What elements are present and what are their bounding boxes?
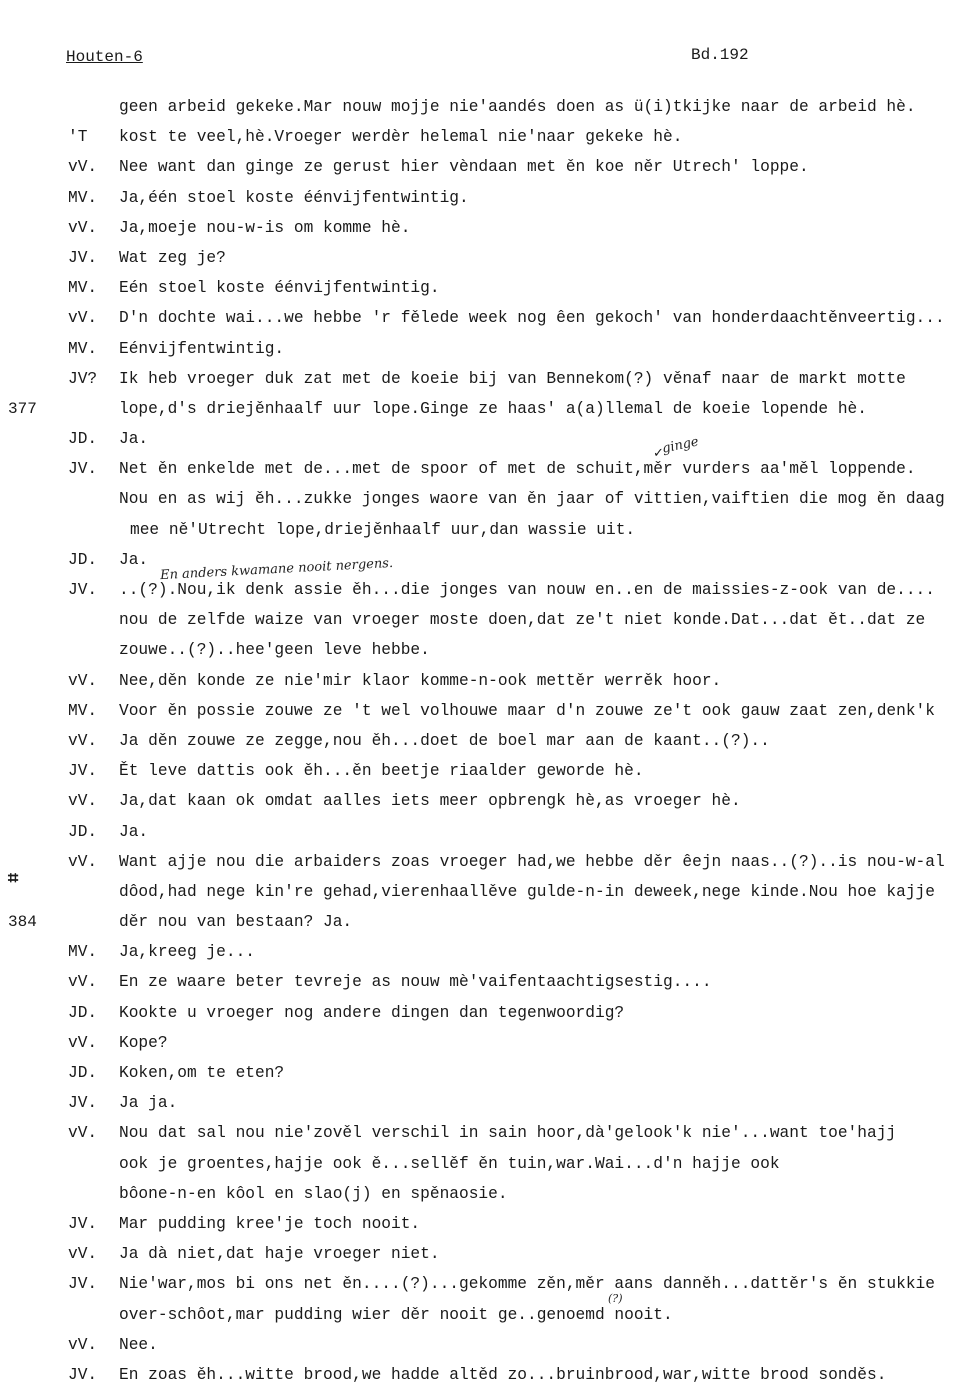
line-text: Kookte u vroeger nog andere dingen dan tegenwoordig? — [119, 1003, 625, 1022]
transcript-line — [0, 545, 979, 575]
transcript-line — [0, 907, 979, 937]
transcript-line — [0, 1300, 979, 1330]
transcript-line — [0, 1269, 979, 1299]
transcript-line — [0, 273, 979, 303]
transcript-line — [0, 877, 979, 907]
margin-reference-number: 377 — [8, 399, 37, 418]
handwritten-question: (?) — [608, 1292, 623, 1305]
line-text: Ja,kreeg je... — [119, 943, 255, 962]
header-tape-number: Bd.192 — [691, 46, 749, 64]
transcript-line — [0, 213, 979, 243]
speaker-label: MV. — [68, 188, 98, 207]
line-text: Nou dat sal nou nie'zověl verschil in sain hoor,dà'gelook'k nie'...want toe'hajj — [119, 1124, 897, 1143]
transcript-line — [0, 92, 979, 122]
speaker-label: JV. — [68, 248, 98, 267]
speaker-label: MV. — [68, 339, 98, 358]
line-text: En ze waare beter tevreje as nouw mè'vaifentaachtigsestig.... — [119, 973, 712, 992]
line-text: Eénvijfentwintig. — [119, 339, 285, 358]
speaker-label: JV. — [68, 1365, 98, 1384]
line-text: D'n dochte wai...we hebbe 'r fělede week nog êen gekoch' van honderdaachtěnveertig... — [119, 309, 945, 328]
transcript-line — [0, 1028, 979, 1058]
speaker-label: vV. — [68, 973, 98, 992]
speaker-label: JD. — [68, 430, 98, 449]
speaker-label: JV. — [68, 1275, 98, 1294]
handwritten-correction-ginge: ginge — [660, 434, 701, 457]
transcript-line — [0, 454, 979, 484]
margin-reference-number: 384 — [8, 913, 37, 932]
line-text: Want ajje nou die arbaiders zoas vroeger had,we hebbe děr êejn naas..(?)..is nou-w-al — [119, 852, 945, 871]
transcript-line — [0, 635, 979, 665]
transcript-line — [0, 1330, 979, 1360]
line-text: Ja. — [119, 550, 149, 569]
transcript-line — [0, 575, 979, 605]
speaker-label: vV. — [68, 792, 98, 811]
transcript-line — [0, 243, 979, 273]
transcript-line — [0, 515, 979, 545]
crossed-out-mark-icon: ⌗ — [8, 868, 19, 889]
line-text: Net ěn enkelde met de...met de spoor of met de schuit,měr vurders aa'měl loppende. — [119, 460, 916, 479]
transcript-line — [0, 484, 979, 514]
transcript-line — [0, 998, 979, 1028]
transcript-line — [0, 303, 979, 333]
speaker-label: 'T — [68, 128, 88, 147]
line-text: Ja. — [119, 430, 149, 449]
check-mark-icon: ✓ — [653, 446, 664, 461]
speaker-label: vV. — [68, 309, 98, 328]
transcript-line — [0, 183, 979, 213]
line-text: Ja ja. — [119, 1094, 178, 1113]
speaker-label: vV. — [68, 671, 98, 690]
speaker-label: MV. — [68, 943, 98, 962]
transcript-line — [0, 1149, 979, 1179]
line-text: Nie'war,mos bi ons net ěn....(?)...gekomme zěn,měr aans danněh...dattěr's ěn stukkie — [119, 1275, 935, 1294]
speaker-label: JV. — [68, 460, 98, 479]
line-text: Nou en as wij ěh...zukke jonges waore van ěn jaar of vittien,vaiftien die mog ěn daag — [119, 490, 945, 509]
line-text: Ja dà niet,dat haje vroeger niet. — [119, 1245, 440, 1264]
speaker-label: JV. — [68, 1094, 98, 1113]
transcript-line — [0, 786, 979, 816]
line-text: Kope? — [119, 1033, 168, 1052]
line-text: Ja děn zouwe ze zegge,nou ěh...doet de boel mar aan de kaant..(?).. — [119, 731, 770, 750]
line-text: Ja,één stoel koste éénvijfentwintig. — [119, 188, 469, 207]
header-location: Houten-6 — [66, 48, 143, 66]
speaker-label: MV. — [68, 279, 98, 298]
speaker-label: vV. — [68, 1124, 98, 1143]
speaker-label: vV. — [68, 1335, 98, 1354]
speaker-label: JV. — [68, 581, 98, 599]
line-text: nou de zelfde waize van vroeger moste doen,dat ze't niet konde.Dat...dat ět..dat ze — [119, 611, 926, 630]
line-text: Nee,děn konde ze nie'mir klaor komme-n-ook mettěr werrěk hoor. — [119, 671, 722, 690]
transcript-line — [0, 152, 979, 182]
transcript-line — [0, 1239, 979, 1269]
transcript-line — [0, 1360, 979, 1390]
line-text: mee ně'Utrecht lope,driejěnhaalf uur,dan wassie uit. — [130, 520, 636, 539]
speaker-label: vV. — [68, 1245, 98, 1264]
line-text: děr nou van bestaan? Ja. — [119, 913, 353, 932]
line-text: Ja,moeje nou-w-is om komme hè. — [119, 218, 411, 237]
transcript-line — [0, 1179, 979, 1209]
transcript-line — [0, 1058, 979, 1088]
speaker-label: JD. — [68, 550, 98, 569]
speaker-label: JD. — [68, 822, 98, 841]
line-text: ook je groentes,hajje ook ě...sellěf ěn tuin,war.Wai...d'n hajje ook — [119, 1154, 780, 1173]
speaker-label: JV. — [68, 1214, 98, 1233]
transcript-line — [0, 937, 979, 967]
line-text: kost te veel,hè.Vroeger werdèr helemal nie'naar gekeke hè. — [119, 128, 683, 147]
transcript-line — [0, 1088, 979, 1118]
transcript-line — [0, 424, 979, 457]
line-text: lope,d's driejěnhaalf uur lope.Ginge ze haas' a(a)llemal de koeie lopende hè. — [119, 399, 867, 418]
line-text: zouwe..(?)..hee'geen leve hebbe. — [119, 641, 430, 660]
speaker-label: JV. — [68, 762, 98, 781]
transcript-line — [0, 726, 979, 756]
line-text: over-schôot,mar pudding wier děr nooit ge..genoemd nooit. — [119, 1305, 673, 1324]
speaker-label: JD. — [68, 1003, 98, 1022]
line-text: Ja,dat kaan ok omdat aalles iets meer opbrengk hè,as vroeger hè. — [119, 792, 741, 811]
transcript-line — [0, 605, 979, 635]
speaker-label: vV. — [68, 731, 98, 750]
transcript-line — [0, 847, 979, 877]
transcript-line — [0, 967, 979, 997]
transcript-line — [0, 122, 979, 152]
line-text: En zoas ěh...witte brood,we hadde altěd zo...bruinbrood,war,witte brood sonděs. — [119, 1365, 887, 1384]
handwritten-note: En anders kwamane nooit nergens. — [159, 555, 394, 584]
line-text: Nee. — [119, 1335, 158, 1354]
line-text: ..(?).Nou,ik denk assie ěh...die jonges van nouw en..en de maissies-z-ook van de.... — [119, 581, 935, 599]
transcript-lines — [0, 92, 979, 1390]
line-text: geen arbeid gekeke.Mar nouw mojje nie'aandés doen as ü(i)tkijke naar de arbeid hè. — [119, 98, 916, 116]
line-text: Nee want dan ginge ze gerust hier vèndaan met ěn koe něr Utrech' loppe. — [119, 158, 809, 177]
transcript-line — [0, 756, 979, 786]
transcript-line — [0, 334, 979, 364]
line-text: Ět leve dattis ook ěh...ěn beetje riaalder geworde hè. — [119, 762, 644, 781]
speaker-label: JD. — [68, 1064, 98, 1082]
line-text: Wat zeg je? — [119, 248, 226, 267]
line-text: Eén stoel koste éénvijfentwintig. — [119, 279, 440, 298]
speaker-label: vV. — [68, 1033, 98, 1052]
line-text: Ja. — [119, 822, 149, 841]
transcript-line — [0, 666, 979, 696]
speaker-label: vV. — [68, 852, 98, 871]
transcript-line — [0, 364, 979, 394]
speaker-label: vV. — [68, 218, 98, 237]
speaker-label: vV. — [68, 158, 98, 177]
transcript-line — [0, 817, 979, 847]
transcript-line — [0, 394, 979, 424]
speaker-label: JV? — [68, 369, 98, 388]
line-text: Ik heb vroeger duk zat met de koeie bij van Bennekom(?) věnaf naar de markt motte — [119, 369, 906, 388]
line-text: Koken,om te eten? — [119, 1064, 285, 1082]
line-text: dôod,had nege kin're gehad,vierenhaallěve gulde-n-in deweek,nege kinde.Nou hoe kajje — [119, 882, 935, 901]
transcript-line — [0, 1118, 979, 1148]
line-text: bôone-n-en kôol en slao(j) en spěnaosie. — [119, 1184, 508, 1203]
line-text: Mar pudding kree'je toch nooit. — [119, 1214, 421, 1233]
transcript-line — [0, 1209, 979, 1239]
speaker-label: MV. — [68, 701, 98, 720]
line-text: Voor ěn possie zouwe ze 't wel volhouwe maar d'n zouwe ze't ook gauw zaat zen,denk'k — [119, 701, 935, 720]
transcript-line — [0, 696, 979, 726]
